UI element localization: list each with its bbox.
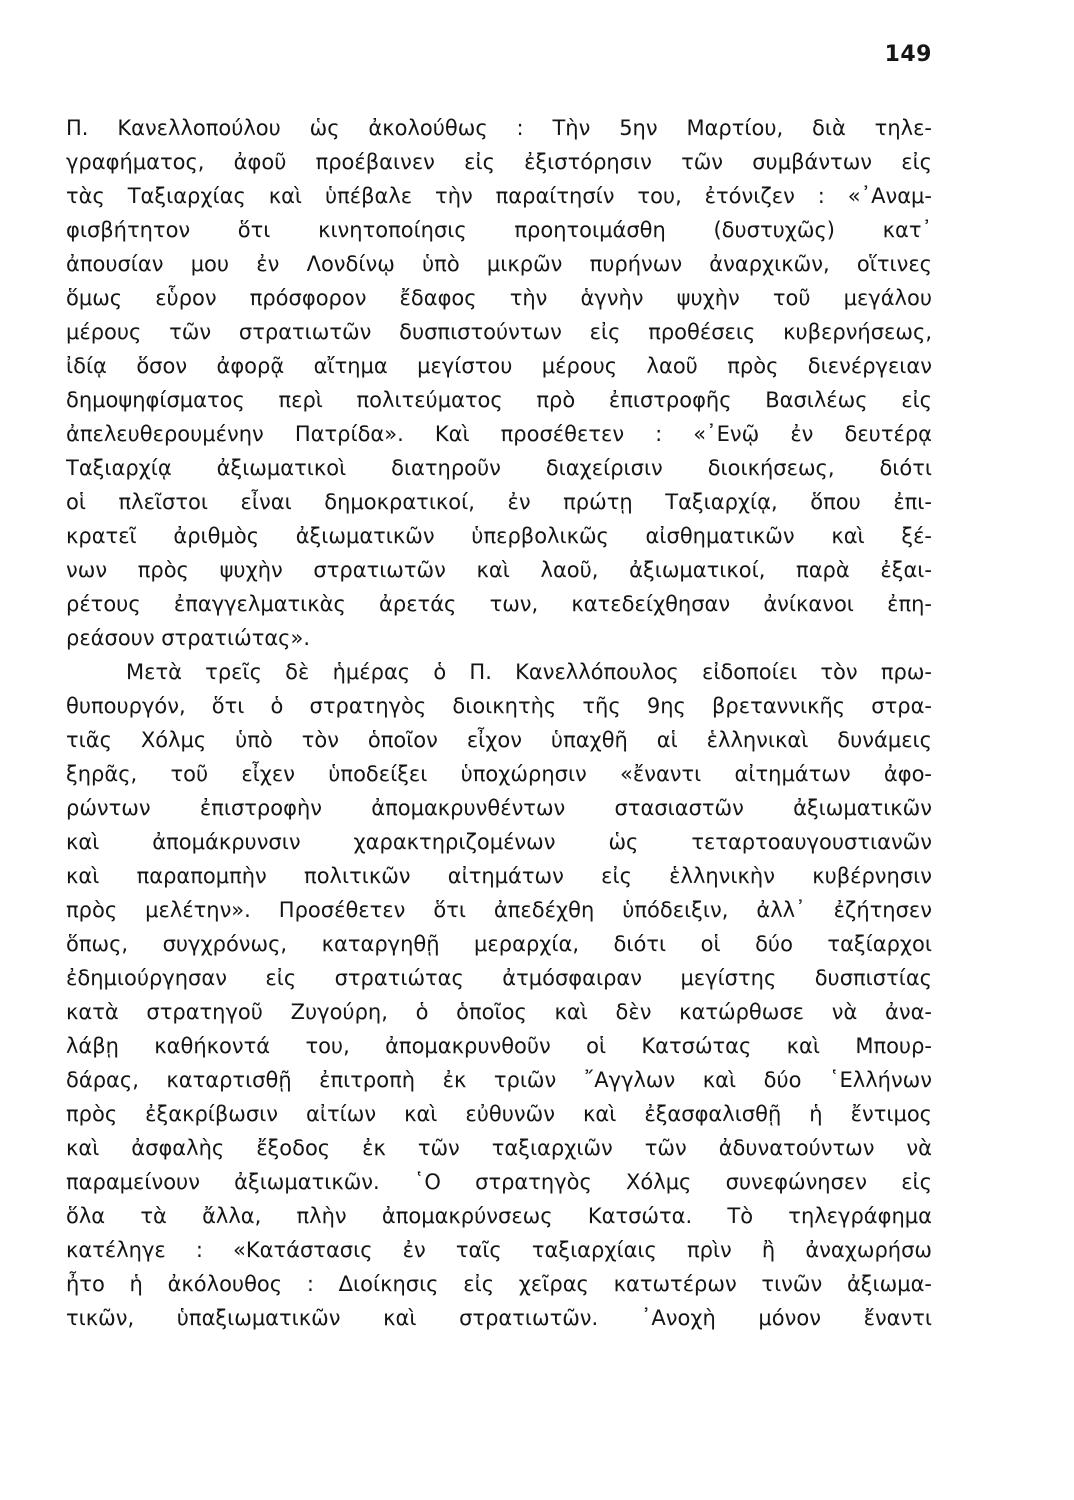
text-line: ἐδημιούργησαν εἰς στρατιώτας ἀτμόσφαιραν μεγίστης δυσπιστίας: [66, 966, 932, 990]
text-line: ἀπελευθερουμένην Πατρίδα». Καὶ προσέθετεν : «᾿Ενῷ ἐν δευτέρᾳ: [66, 422, 932, 446]
text-line: ἦτο ἡ ἀκόλουθος : Διοίκησις εἰς χεῖρας κατωτέρων τινῶν ἀξιωμα-: [66, 1272, 932, 1296]
text-line: τὰς Ταξιαρχίας καὶ ὑπέβαλε τὴν παραίτησίν του, ἐτόνιζεν : «᾿Αναμ-: [66, 184, 932, 208]
text-line: Ταξιαρχίᾳ ἀξιωματικοὶ διατηροῦν διαχείρισιν διοικήσεως, διότι: [66, 456, 932, 480]
text-line: θυπουργόν, ὅτι ὁ στρατηγὸς διοικητὴς τῆς 9ης βρεταννικῆς στρα-: [66, 694, 932, 718]
text-line: φισβήτητον ὅτι κινητοποίησις προητοιμάσθη (δυστυχῶς) κατ᾿: [66, 218, 932, 242]
text-line: Π. Κανελλοπούλου ὡς ἀκολούθως : Τὴν 5ην Μαρτίου, διὰ τηλε-: [66, 116, 932, 140]
text-line: καὶ παραπομπὴν πολιτικῶν αἰτημάτων εἰς ἑλληνικὴν κυβέρνησιν: [66, 864, 932, 888]
text-line: δάρας, καταρτισθῇ ἐπιτροπὴ ἐκ τριῶν ῎Αγγλων καὶ δύο ῾Ελλήνων: [66, 1068, 932, 1092]
text-line: ξηρᾶς, τοῦ εἶχεν ὑποδείξει ὑποχώρησιν «ἔναντι αἰτημάτων ἀφο-: [66, 762, 932, 786]
text-line: καὶ ἀσφαλὴς ἔξοδος ἐκ τῶν ταξιαρχιῶν τῶν ἀδυνατούντων νὰ: [66, 1136, 932, 1160]
text-line: μέρους τῶν στρατιωτῶν δυσπιστούντων εἰς προθέσεις κυβερνήσεως,: [66, 320, 932, 344]
text-line: κρατεῖ ἀριθμὸς ἀξιωματικῶν ὑπερβολικῶς αἰσθηματικῶν καὶ ξέ-: [66, 524, 932, 548]
text-line: ὅπως, συγχρόνως, καταργηθῇ μεραρχία, διότι οἱ δύο ταξίαρχοι: [66, 932, 932, 956]
text-line: Μετὰ τρεῖς δὲ ἡμέρας ὁ Π. Κανελλόπουλος εἰδοποίει τὸν πρω-: [126, 660, 932, 684]
text-line: παραμείνουν ἀξιωματικῶν. ῾Ο στρατηγὸς Χόλμς συνεφώνησεν εἰς: [66, 1170, 932, 1194]
text-line: ὅλα τὰ ἄλλα, πλὴν ἀπομακρύνσεως Κατσώτα. Τὸ τηλεγράφημα: [66, 1204, 932, 1228]
text-line: νων πρὸς ψυχὴν στρατιωτῶν καὶ λαοῦ, ἀξιωματικοί, παρὰ ἐξαι-: [66, 558, 932, 582]
text-line: λάβῃ καθήκοντά του, ἀπομακρυνθοῦν οἱ Κατσώτας καὶ Μπουρ-: [66, 1034, 932, 1058]
text-line: τιᾶς Χόλμς ὑπὸ τὸν ὁποῖον εἶχον ὑπαχθῆ αἱ ἑλληνικαὶ δυνάμεις: [66, 728, 932, 752]
page-number: 149: [884, 42, 932, 67]
text-line: γραφήματος, ἀφοῦ προέβαινεν εἰς ἐξιστόρησιν τῶν συμβάντων εἰς: [66, 150, 932, 174]
body-text: [66, 111, 932, 1335]
text-line: ἰδίᾳ ὅσον ἀφορᾷ αἴτημα μεγίστου μέρους λαοῦ πρὸς διενέργειαν: [66, 354, 932, 378]
text-line: ὅμως εὗρον πρόσφορον ἔδαφος τὴν ἁγνὴν ψυχὴν τοῦ μεγάλου: [66, 286, 932, 310]
text-line: πρὸς ἐξακρίβωσιν αἰτίων καὶ εὐθυνῶν καὶ ἐξασφαλισθῇ ἡ ἔντιμος: [66, 1102, 932, 1126]
text-line: ρέτους ἐπαγγελματικὰς ἀρετάς των, κατεδείχθησαν ἀνίκανοι ἐπη-: [66, 592, 932, 616]
text-line: κατὰ στρατηγοῦ Ζυγούρη, ὁ ὁποῖος καὶ δὲν κατώρθωσε νὰ ἀνα-: [66, 1000, 932, 1024]
text-line: δημοψηφίσματος περὶ πολιτεύματος πρὸ ἐπιστροφῆς Βασιλέως εἰς: [66, 388, 932, 412]
text-line: ἀπουσίαν μου ἐν Λονδίνῳ ὑπὸ μικρῶν πυρήνων ἀναρχικῶν, οἵτινες: [66, 252, 932, 276]
text-line: τικῶν, ὑπαξιωματικῶν καὶ στρατιωτῶν. ᾿Ανοχὴ μόνον ἔναντι: [66, 1306, 932, 1330]
text-line: πρὸς μελέτην». Προσέθετεν ὅτι ἀπεδέχθη ὑπόδειξιν, ἀλλ᾿ ἐζήτησεν: [66, 898, 932, 922]
text-line: καὶ ἀπομάκρυνσιν χαρακτηριζομένων ὡς τεταρτοαυγουστιανῶν: [66, 830, 932, 854]
text-line: κατέληγε : «Κατάστασις ἐν ταῖς ταξιαρχίαις πρὶν ἢ ἀναχωρήσω: [66, 1238, 932, 1262]
text-line: ρώντων ἐπιστροφὴν ἀπομακρυνθέντων στασιαστῶν ἀξιωματικῶν: [66, 796, 932, 820]
text-line: οἱ πλεῖστοι εἶναι δημοκρατικοί, ἐν πρώτῃ Ταξιαρχίᾳ, ὅπου ἐπι-: [66, 490, 932, 514]
text-line: ρεάσουν στρατιώτας».: [66, 626, 311, 650]
